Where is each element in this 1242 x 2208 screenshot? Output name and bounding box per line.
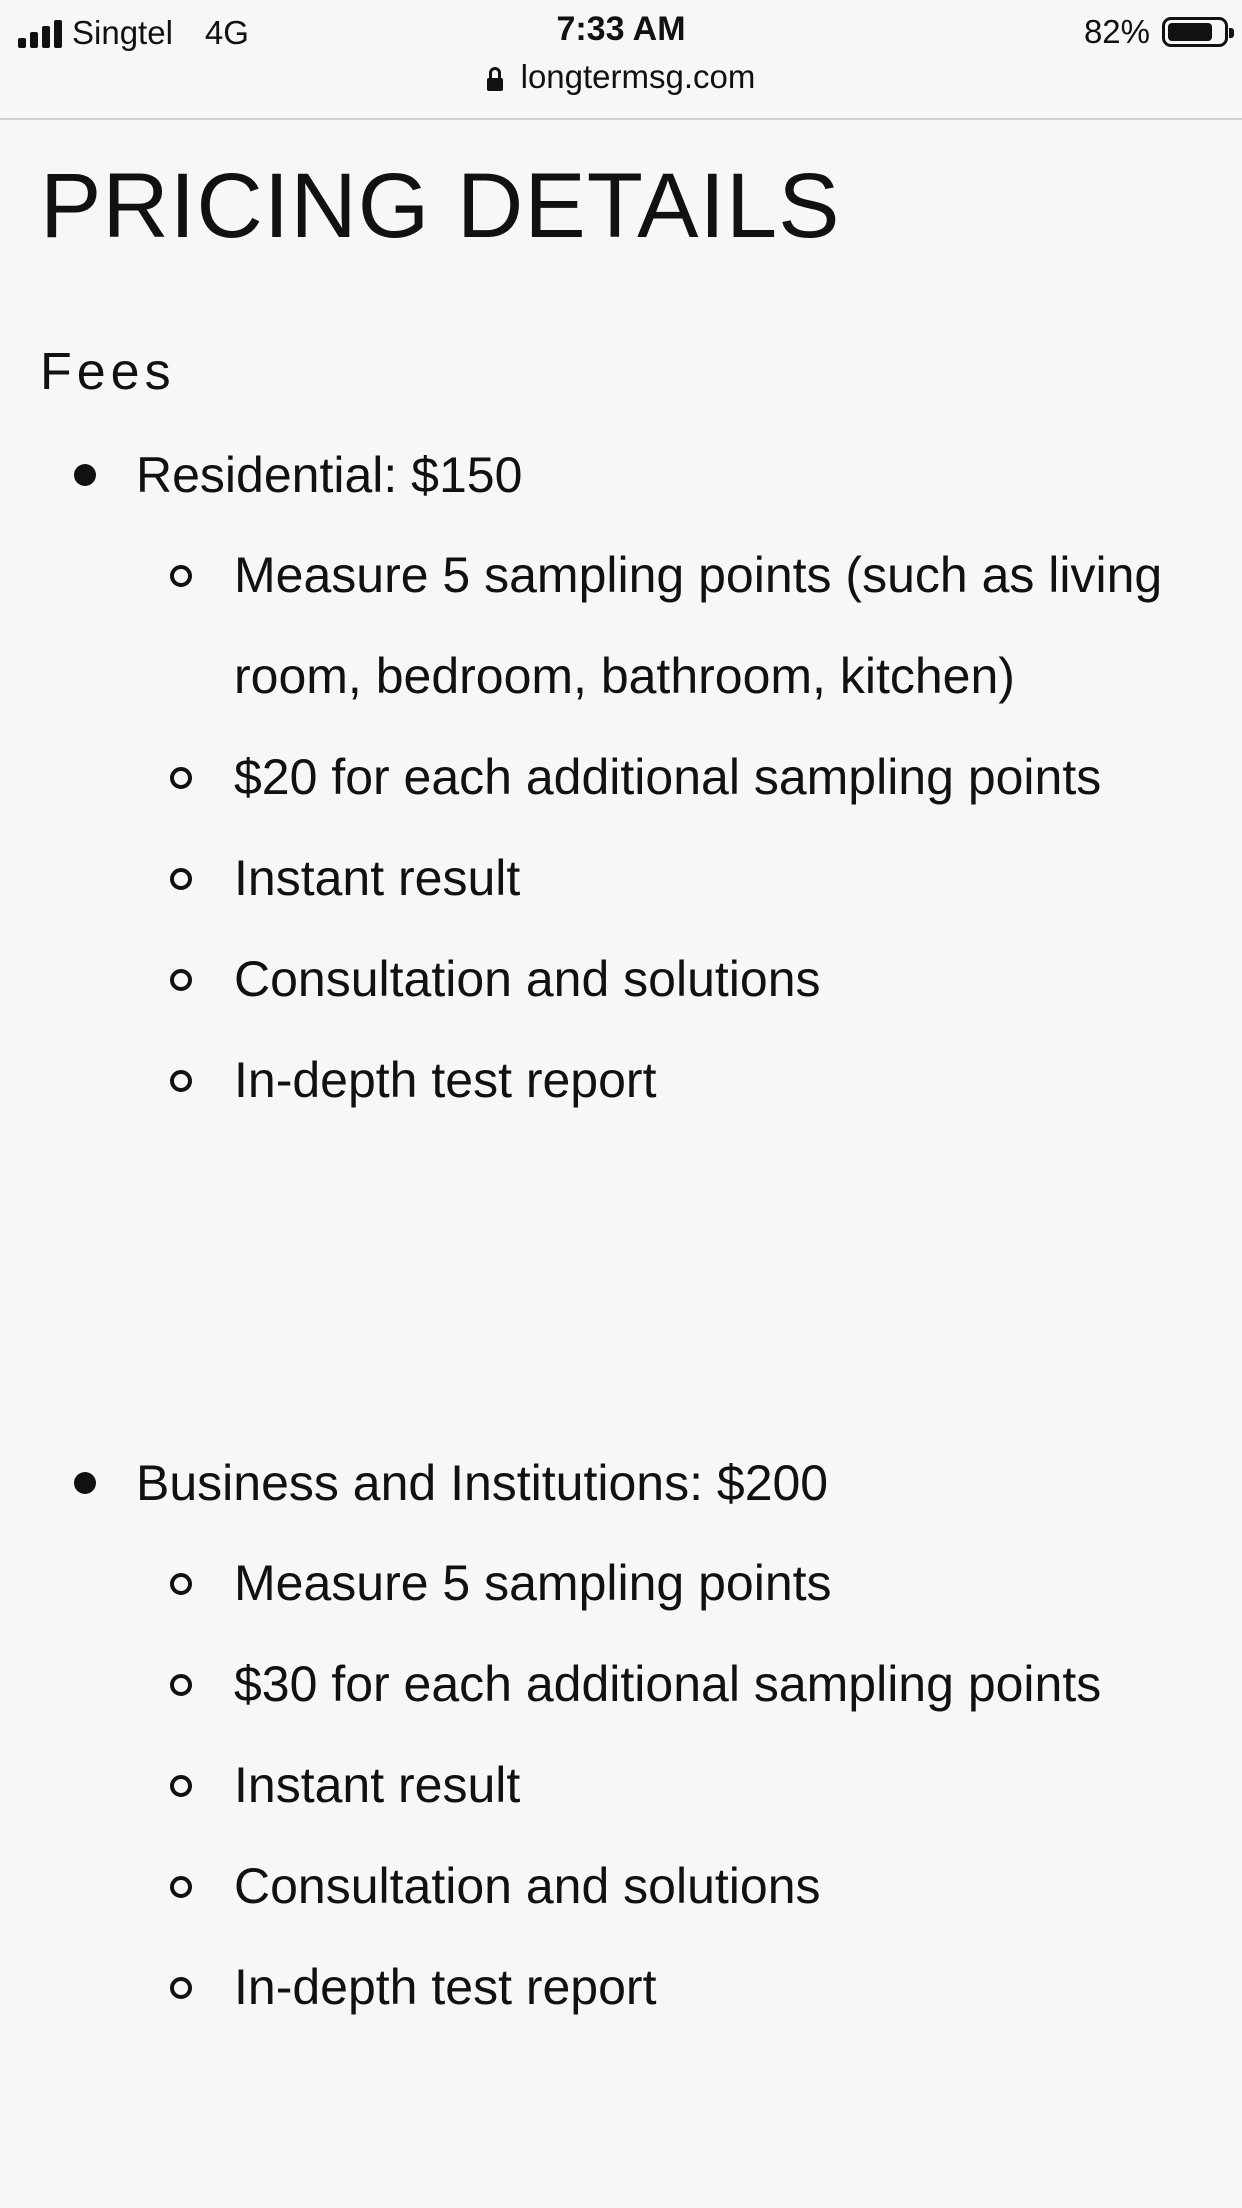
circle-bullet-icon	[170, 767, 192, 789]
page-title: PRICING DETAILS	[40, 155, 841, 257]
plan-title: Business and Institutions: $200	[136, 1455, 829, 1511]
list-item: Measure 5 sampling points (such as living room, bedroom, bathroom, kitchen)	[0, 525, 1242, 727]
plan-title: Residential: $150	[136, 447, 523, 503]
section-heading-fees: Fees	[40, 343, 176, 401]
circle-bullet-icon	[170, 1977, 192, 1999]
list-item: Consultation and solutions	[0, 929, 1242, 1030]
lock-icon	[487, 67, 503, 91]
list-item: In-depth test report	[0, 1030, 1242, 1131]
circle-bullet-icon	[170, 1573, 192, 1595]
battery-percent: 82%	[1083, 13, 1150, 50]
battery-fill	[1168, 23, 1212, 41]
list-item: Instant result	[0, 828, 1242, 929]
circle-bullet-icon	[170, 1775, 192, 1797]
status-bar	[0, 0, 1242, 120]
circle-bullet-icon	[170, 969, 192, 991]
circle-bullet-icon	[170, 1876, 192, 1898]
plan-item-list	[0, 525, 1242, 1131]
list-item: Instant result	[0, 1735, 1242, 1836]
circle-bullet-icon	[170, 1674, 192, 1696]
bullet-disc-icon	[74, 464, 96, 486]
bullet-disc-icon	[74, 1472, 96, 1494]
list-item: In-depth test report	[0, 1937, 1242, 2038]
list-item: Consultation and solutions	[0, 1836, 1242, 1937]
carrier-name: Singtel	[72, 14, 173, 51]
circle-bullet-icon	[170, 1070, 192, 1092]
url-text[interactable]: longtermsg.com	[520, 58, 756, 95]
status-right	[1084, 12, 1228, 52]
list-item: $20 for each additional sampling points	[0, 727, 1242, 828]
circle-bullet-icon	[170, 565, 192, 587]
network-type: 4G	[204, 14, 249, 51]
address-bar[interactable]	[0, 58, 1242, 96]
plan-item-list	[0, 1533, 1242, 2038]
list-item: Measure 5 sampling points	[0, 1533, 1242, 1634]
status-time: 7:33 AM	[556, 10, 686, 48]
list-item: $30 for each additional sampling points	[0, 1634, 1242, 1735]
battery-icon	[1162, 17, 1228, 47]
battery-cap	[1229, 28, 1234, 38]
circle-bullet-icon	[170, 868, 192, 890]
